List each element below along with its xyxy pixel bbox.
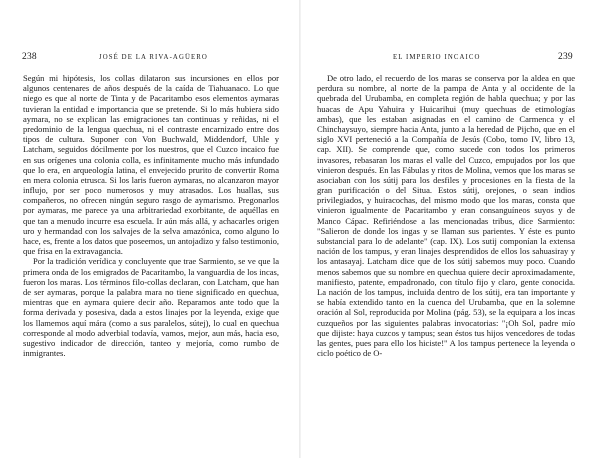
- right-text-column: [317, 73, 575, 358]
- right-page-number: 239: [558, 52, 573, 62]
- right-paragraph-1: De otro lado, el recuerdo de los maras se conserva por la aldea en que perdura su nombre, al norte de la pampa de Anta y al occidente de la quebrada del Urubamba, en completa región de habla quechua; y por las huacas de Apu Yahuira y Huicarihui (muy quechuas de etimologías ambas), que les estaban asignadas en el camino de Carmenca y el Chinchaysuyo, siempre hacia Anta, junto a la heredad de Pijcho, que en el siglo XVI perteneció a la Compañía de Jesús (Cobo, tomo IV, libro 13, cap. XII). Se comprende que, como sucede con todos los primeros invasores, rebasaran los maras el valle del Cuzco, empujados por los que vinieron después. En las Fábulas y ritos de Molina, vemos que los maras se asociaban con los sútij para los desfiles y procesiones en la fiesta de la gran purificación o del Situa. Estos sútij, orejones, o sean indios privilegiados, y huiracochas, del mismo modo que los maras, consta que vinieron igualmente de Pacaritambo y eran consanguíneos suyos y de Manco Cápac. Refiriéndose a las mencionadas tribus, dice Sarmiento: "Salieron de donde los ingas y se llaman sus parientes. Y éste es punto substancial para lo de adelante" (cap. IX). Los sutij componían la extensa nación de los tampus, y eran linajes desprendidos de ellos los sahuasiray y los antasayaj. Latcham dice que de los sútij sabemos muy poco. Cuando menos sabemos que su nombre en quechua quiere decir aproximadamente, manifiesto, patente, empadronado, con título fijo y claro, gente conocida. La nación de los tampus, incluida dentro de los sútij, era tan importante y se había extendido tanto en la cuenca del Urubamba, que en la solemne oración al Sol, reproducida por Molina (pág. 53), se la equipara a los incas cuzqueños por las siguientes palabras invocatorias: "¡Oh Sol, padre mío que dijiste: haya cuzcos y tampus; sean éstos tus hijos vencedores de todas las gentes, pues para ello los hiciste!" A los tampus pertenece la leyenda o ciclo poético de O-: [317, 73, 575, 359]
- left-page-number: 238: [22, 52, 37, 62]
- left-running-head: JOSÉ DE LA RIVA-AGÜERO: [99, 54, 208, 61]
- left-paragraph-1: Según mi hipótesis, los collas dilataron sus incursiones en ellos por algunos centenares de años después de la caída de Tiahuanaco. Lo que niego es que al norte de Tinta y de Pacaritambo esos elementos aymaras tuvieran la entidad e importancia que se pretende. Si lo más hubiera sido aymara, no se explican las emigraciones tan continuas y reñidas, ni el predominio de la lengua quechua, ni el contraste encarnizado entre dos tipos de cultura. Suponer con Von Buchwald, Middendorf, Uhle y Latcham, seguidos dócilmente por los nuestros, que el Cuzco incaico fue en sus orígenes una colonia colla, es infinitamente mucho más infundado que lo era, en arqueología latina, el envejecido prurito de convertir Roma en mera colonia etrusca. Si los laris fueron aymaras, no alcanzaron mayor influjo, por ser poco numerosos y muy atrasados. Los huallas, sus compañeros, no ofrecen ningún seguro rasgo de aymarismo. Pregonarlos por aymaras, me parece ya una arbitrariedad exorbitante, de aquéllas en que tan a menudo incurre esa escuela. Ir aún más allá, y achacarles origen uro y hermandad con los salvajes de la selva amazónica, como alguno lo hace, es, frente a los datos que poseemos, un antojadizo y falso testimonio, que frisa en la extravagancia.: [23, 73, 279, 257]
- left-text-column: [23, 73, 279, 358]
- right-page: [300, 0, 600, 458]
- right-running-head: EL IMPERIO INCAICO: [393, 54, 481, 61]
- left-paragraph-2: Por la tradición verídica y concluyente que trae Sarmiento, se ve que la primera onda de los emigrados de Pacaritambo, la vanguardia de los incas, fueron los maras. Los términos filo-collas declaran, con Latcham, que han de ser aymaras, porque la palabra mara no tiene significado en quechua, mientras que en aymara quiere decir año. Reparamos ante todo que la forma derivada y posesiva, dada a estos linajes por la leyenda, exige que los llamemos aquí mára (como a sus paralelos, sútej), lo cual en quechua corresponde al modo adverbial todavía, vamos, mejor, aun más, hacia eso, sugestivo indicador de dirección, tanteo y mejoría, como rumbo de inmigrantes.: [23, 256, 279, 359]
